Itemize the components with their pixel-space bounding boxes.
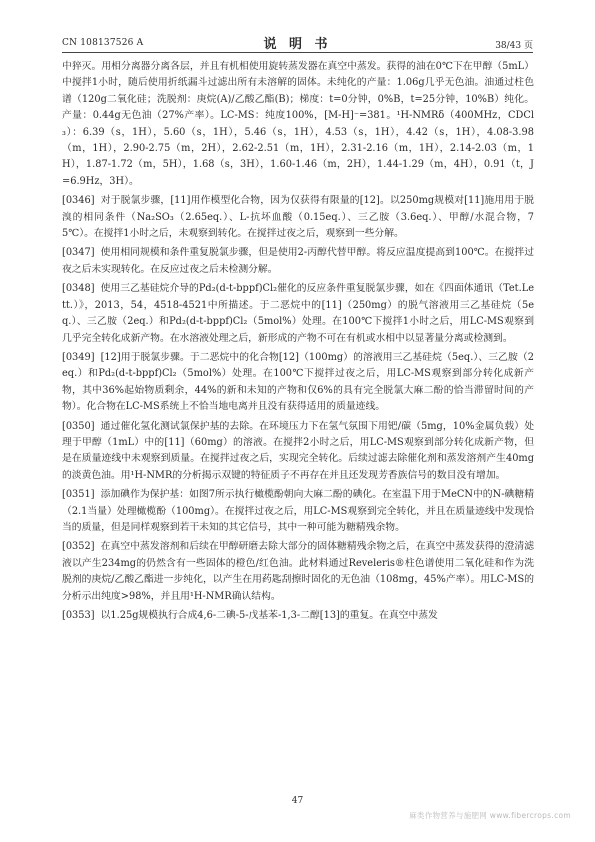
page-number: 47 [291,796,304,806]
paragraph-0351 [62,487,534,536]
paragraph-number: [0347] [62,247,95,259]
paragraph-text: 中猝灭。用相分离器分离各层，并且有机相使用旋转蒸发器在真空中蒸发。获得的油在0℃下在甲醇（5mL）中搅拌1小时，随后使用折纸漏斗过滤出所有未溶解的固体。未纯化的产量：1.06g几乎无色油。油通过柱色谱（120g二氧化硅；洗脱剂：庚烷(A)/乙酸乙酯(B)；梯度：t=0分钟，0%B，t=25分钟，10%B）纯化。产量：0.44g无色油（27%产率）。LC-MS：纯度100%，[M-H]⁻=381。¹H-NMRδ（400MHz，CDCl₃）：6.39（s，1H），5.60（s，1H），5.46（s，1H），4.53（s，1H），4.42（s，1H），4.08-3.98（m，1H），2.90-2.75（m，2H），2.62-2.51（m，1H），2.31-2.16（m，1H），2.14-2.03（m，1H），1.87-1.72（m，5H），1.68（s，3H），1.60-1.46（m，2H），1.44-1.29（m，4H），0.91（t，J=6.9Hz，3H）。 [62,61,534,187]
paragraph-0352 [62,539,534,605]
document-title: 说 明 书 [263,37,332,52]
paragraph-text: 通过催化氢化测试氯保护基的去除。在环境压力下在氢气氛围下用钯/碳（5mg，10%金属负载）处理于甲醇（1mL）中的[11]（60mg）的溶液。在搅拌2小时之后，用LC-MS观察到部分转化成新产物，但是在质量迹线中未观察到质量。在搅拌过夜之后，实现完全转化。后续过滤去除催化剂和蒸发溶剂产生40mg的淡黄色油。用¹H-NMR的分析揭示双键的特征质子不再存在并且还发现芳香族信号的数目没有增加。 [62,420,534,481]
paragraph-text: 使用三乙基硅烷介导的Pd₂(d-t-bppf)Cl₂催化的反应条件重复脱氯步骤，如在《四面体通讯（Tet.Lett.）》，2013，54，4518-4521中所描述。于二恶烷中的[11]（250mg）的脱气溶液用三乙基硅烷（5eq.）、三乙胺（2eq.）和Pd₂(d-t-bppf)Cl₂（5mol%）处理。在100℃下搅拌1小时之后，用LC-MS观察到几乎完全转化成新产物。在水溶液处理之后，新形成的产物不可在有机或水相中以显著量分离或检测到。 [62,283,534,344]
paragraph-0346 [62,193,534,242]
paragraph-text: 添加碘作为保护基：如图7所示执行橄榄酚朝向大麻二酚的碘化。在室温下用于MeCN中的N-碘糖精（2.1当量）处理橄榄酚（100mg）。在搅拌过夜之后，用LC-MS观察到完全转化，并且在质量迹线中发现恰当的质量，但是同样观察到若干未知的其它信号，其中一种可能为糖精残余物。 [62,489,534,533]
paragraph-0349 [62,350,534,416]
paragraph-0348 [62,281,534,347]
paragraph-0350 [62,419,534,485]
header-divider [62,52,533,53]
paragraph-text: 使用相同规模和条件重复脱氯步骤，但是使用2-丙醇代替甲醇。将反应温度提高到100℃。在搅拌过夜之后未实现转化。在反应过夜之后未检测分解。 [62,247,534,275]
paragraph-continuation [62,59,534,190]
paragraph-text: 在真空中蒸发溶剂和后续在甲醇研磨去除大部分的固体糖精残余物之后，在真空中蒸发获得的澄清滤液以产生234mg的仍然含有一些固体的橙色/红色油。此材料通过Reveleris®柱色谱使用二氧化硅和作为洗脱剂的庚烷/乙酸乙酯进一步纯化，以产生在用药匙刮擦时固化的无色油（108mg，45%产率）。用LC-MS的分析示出纯度>98%，并且用¹H-NMR确认结构。 [62,541,534,602]
paragraph-text: 以1.25g规模执行合成4,6-二碘-5-戊基苯-1,3-二醇[13]的重复。在真空中蒸发 [100,610,438,621]
paragraph-text: [12]用于脱氯步骤。于二恶烷中的化合物[12]（100mg）的溶液用三乙基硅烷（5eq.）、三乙胺（2eq.）和Pd₂(d-t-bppf)Cl₂（5mol%）处理。在100℃下搅拌过夜之后，用LC-MS观察到部分转化成新产物，其中36%起始物质剩余，44%的新和未知的产物和仅6%的具有完全脱氯大麻二酚的恰当滞留时间的产物）。化合物在LC-MS系统上不恰当地电离并且没有获得适用的质量迹线。 [62,351,534,413]
patent-number: CN 108137526 A [62,38,144,48]
paragraph-number: [0352] [62,541,95,553]
page-indicator: 38/43 页 [495,41,533,51]
paragraph-number: [0346] [62,195,95,207]
site-watermark: 麻类作物营养与施肥网 www.fibercrops.com [409,811,571,820]
document-body [62,59,534,627]
paragraph-number: [0351] [62,489,95,501]
paragraph-number: [0350] [62,420,95,432]
paragraph-0347 [62,245,534,278]
paragraph-number: [0353] [62,610,95,621]
paragraph-text: 对于脱氯步骤，[11]用作模型化合物，因为仅获得有限量的[12]。以250mg规模对[11]施用用于脱溴的相同条件（Na₂SO₃（2.65eq.）、L-抗坏血酸（0.15eq.）、三乙胺（3.6eq.）、甲醇/水混合物，75℃）。在搅拌1小时之后，未观察到转化。在搅拌过夜之后，观察到一些分解。 [62,195,534,240]
paragraph-number: [0348] [62,283,95,295]
paragraph-number: [0349] [62,351,95,363]
paragraph-0353 [62,608,534,624]
